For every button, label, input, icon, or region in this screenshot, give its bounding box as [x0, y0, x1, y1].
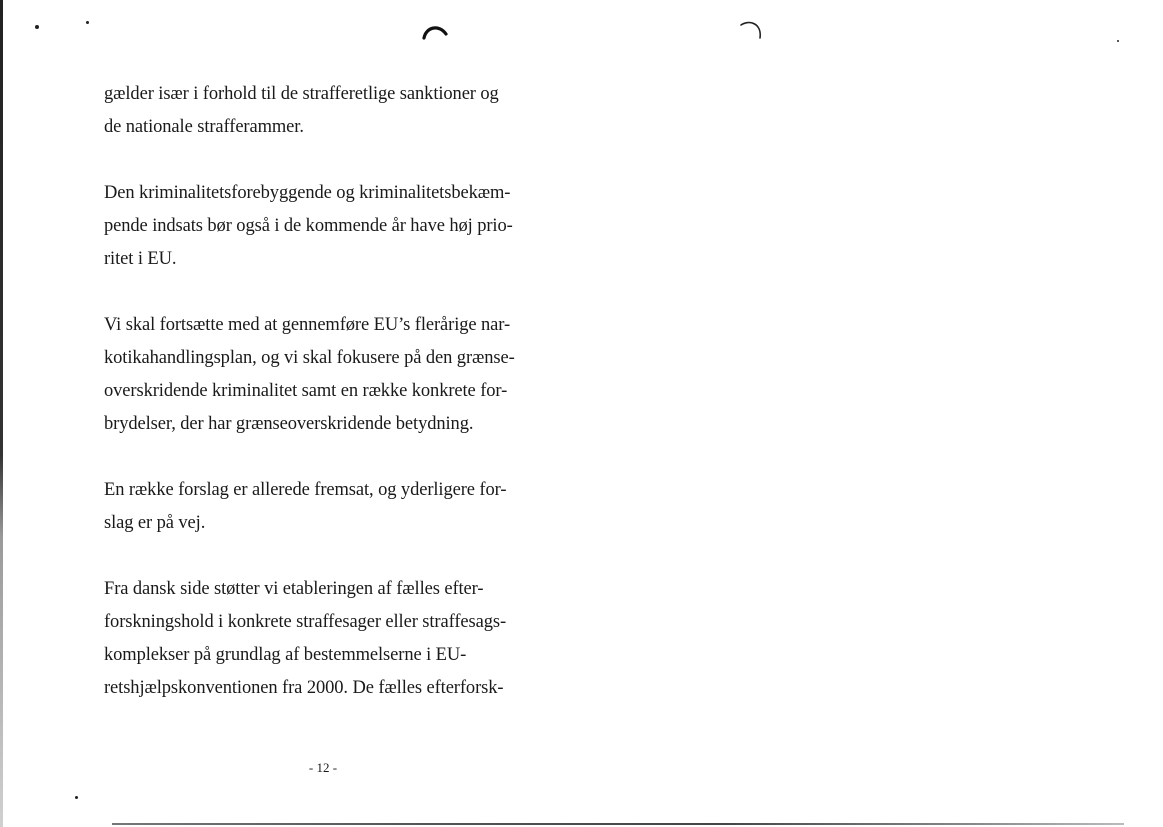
text-line: forskningshold i konkrete straffesager eller straffesags-	[104, 612, 507, 632]
text-line: retshjælpskonventionen fra 2000. De fælles efterforsk-	[104, 678, 504, 698]
paragraph	[104, 309, 564, 441]
scan-speck	[75, 796, 78, 799]
text-line: komplekser på grundlag af bestemmelserne i EU-	[104, 645, 467, 665]
text-line: Fra dansk side støtter vi etableringen af fælles efter-	[104, 579, 484, 599]
scan-speck	[1117, 40, 1119, 42]
text-line: gælder især i forhold til de strafferetlige sanktioner og	[104, 84, 499, 104]
text-line: pende indsats bør også i de kommende år have høj prio-	[104, 216, 513, 236]
text-line: slag er på vej.	[104, 513, 206, 533]
punch-hole-mark-right	[738, 18, 766, 44]
text-line: brydelser, der har grænseoverskridende betydning.	[104, 414, 474, 434]
scan-speck	[86, 21, 89, 24]
punch-hole-mark-left	[421, 22, 449, 42]
text-line: Den kriminalitetsforebyggende og kriminalitetsbekæm-	[104, 183, 511, 203]
text-line: kotikahandlingsplan, og vi skal fokusere på den grænse-	[104, 348, 515, 368]
scan-speck	[35, 25, 39, 29]
bottom-scan-rule	[112, 823, 1124, 825]
text-line: de nationale strafferammer.	[104, 117, 304, 137]
text-line: En række forslag er allerede fremsat, og yderligere for-	[104, 480, 507, 500]
page-number: - 12 -	[308, 760, 338, 775]
paragraph	[104, 573, 564, 705]
document-body	[104, 78, 564, 738]
paragraph	[104, 474, 564, 540]
paragraph	[104, 78, 564, 144]
text-line: ritet i EU.	[104, 249, 177, 269]
scan-left-edge	[0, 0, 3, 827]
paragraph	[104, 177, 564, 276]
text-line: overskridende kriminalitet samt en række konkrete for-	[104, 381, 508, 401]
text-line: Vi skal fortsætte med at gennemføre EU’s flerårige nar-	[104, 315, 511, 335]
